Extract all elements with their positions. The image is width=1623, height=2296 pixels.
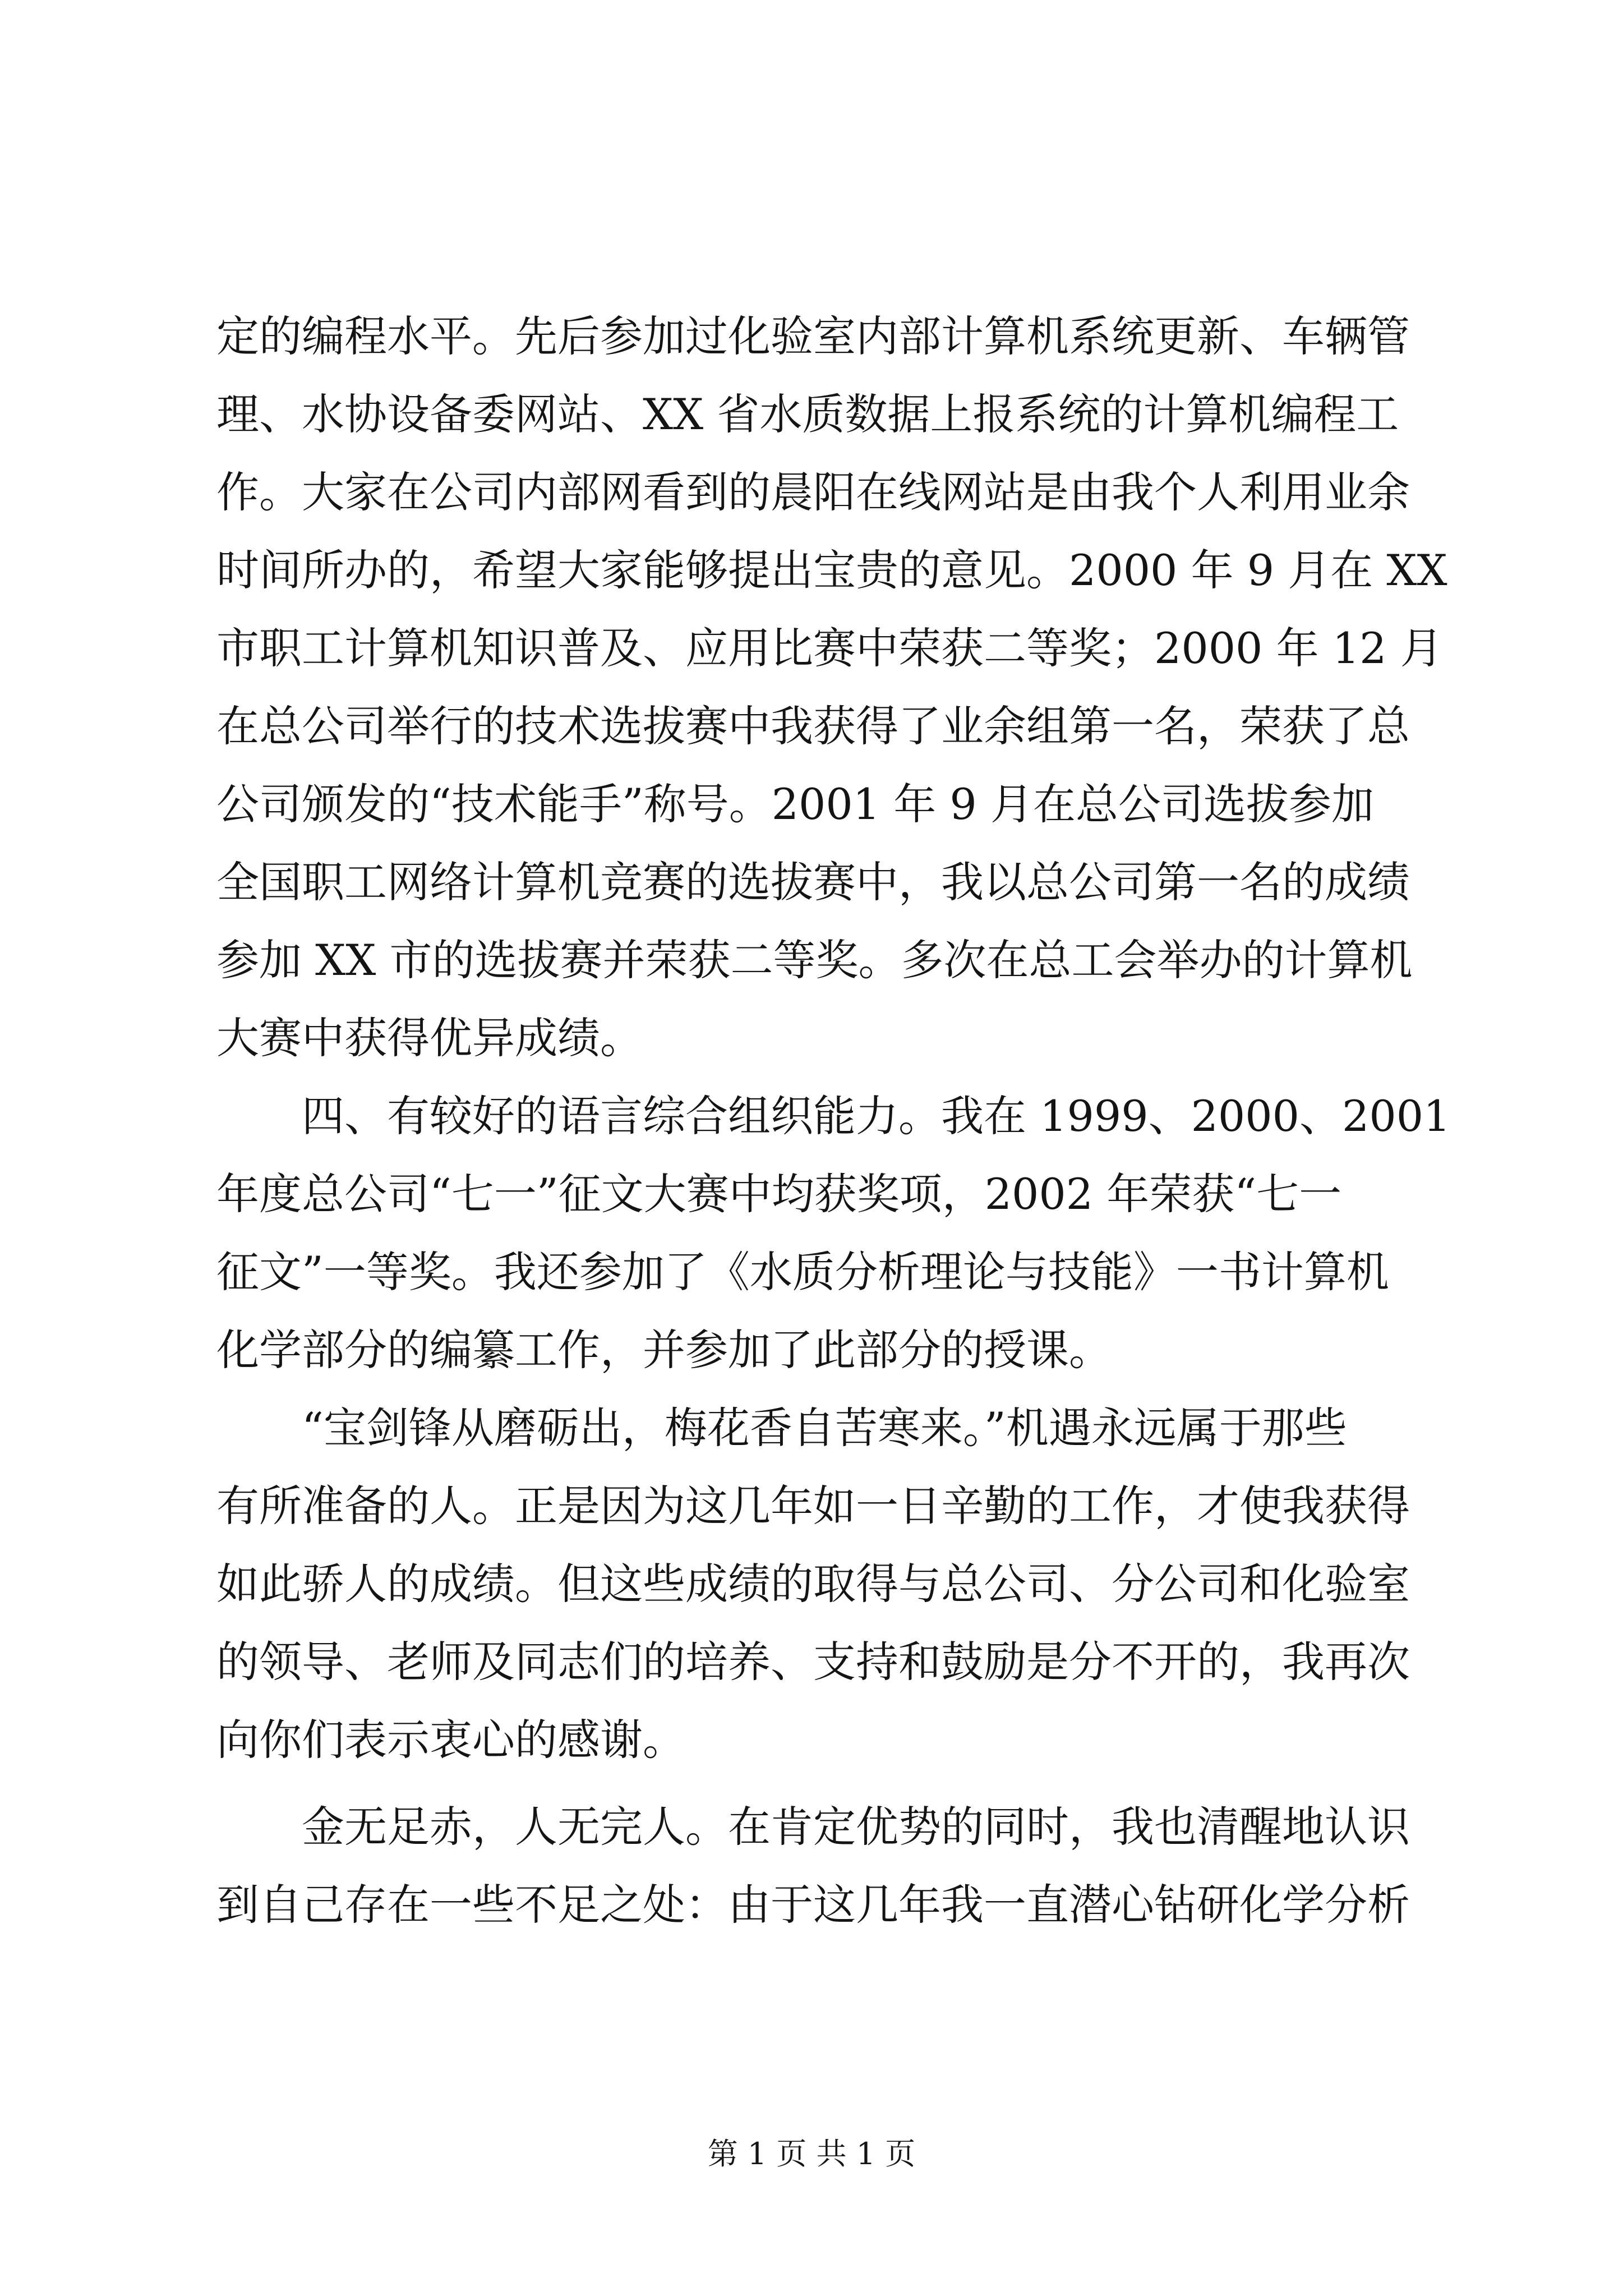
text-line: 金无足赤，人无完人。在肯定优势的同时，我也清醒地认识: [216, 1802, 1410, 1852]
text-line: 在总公司举行的技术选拔赛中我获得了业余组第一名，荣获了总: [216, 701, 1410, 751]
text-line: 市职工计算机知识普及、应用比赛中荣获二等奖；2000 年 12 月: [216, 623, 1443, 673]
text-line: 化学部分的编纂工作，并参加了此部分的授课。: [216, 1325, 1112, 1375]
document-body: [216, 297, 1451, 1944]
text-line: 定的编程水平。先后参加过化验室内部计算机系统更新、车辆管: [216, 311, 1410, 361]
text-line: “宝剑锋从磨砺出，梅花香自苦寒来。”机遇永远属于那些: [216, 1403, 1347, 1453]
text-line: 有所准备的人。正是因为这几年如一日辛勤的工作，才使我获得: [216, 1481, 1410, 1531]
text-line: 征文”一等奖。我还参加了《水质分析理论与技能》一书计算机: [216, 1247, 1389, 1297]
text-line: 到自己存在一些不足之处：由于这几年我一直潜心钻研化学分析: [216, 1880, 1410, 1930]
page-number-label: 第 1 页 共 1 页: [707, 2136, 916, 2171]
page-footer: [0, 2134, 1623, 2174]
text-line: 的领导、老师及同志们的培养、支持和鼓励是分不开的，我再次: [216, 1637, 1410, 1687]
text-line: 理、水协设备委网站、XX 省水质数据上报系统的计算机编程工: [216, 389, 1399, 439]
text-line: 时间所办的，希望大家能够提出宝贵的意见。2000 年 9 月在 XX: [216, 545, 1447, 595]
text-line: 公司颁发的“技术能手”称号。2001 年 9 月在总公司选拔参加: [216, 779, 1374, 829]
text-line: 如此骄人的成绩。但这些成绩的取得与总公司、分公司和化验室: [216, 1559, 1410, 1609]
text-line: 全国职工网络计算机竞赛的选拔赛中，我以总公司第一名的成绩: [216, 857, 1410, 907]
text-line: 作。大家在公司内部网看到的晨阳在线网站是由我个人利用业余: [216, 467, 1410, 517]
text-line: 参加 XX 市的选拔赛并荣获二等奖。多次在总工会举办的计算机: [216, 935, 1413, 985]
text-line: 年度总公司“七一”征文大赛中均获奖项，2002 年荣获“七一: [216, 1169, 1342, 1219]
text-line: 向你们表示衷心的感谢。: [216, 1715, 685, 1765]
text-line: 四、有较好的语言综合组织能力。我在 1999、2000、2001: [216, 1091, 1451, 1141]
text-line: 大赛中获得优异成绩。: [216, 1013, 643, 1063]
